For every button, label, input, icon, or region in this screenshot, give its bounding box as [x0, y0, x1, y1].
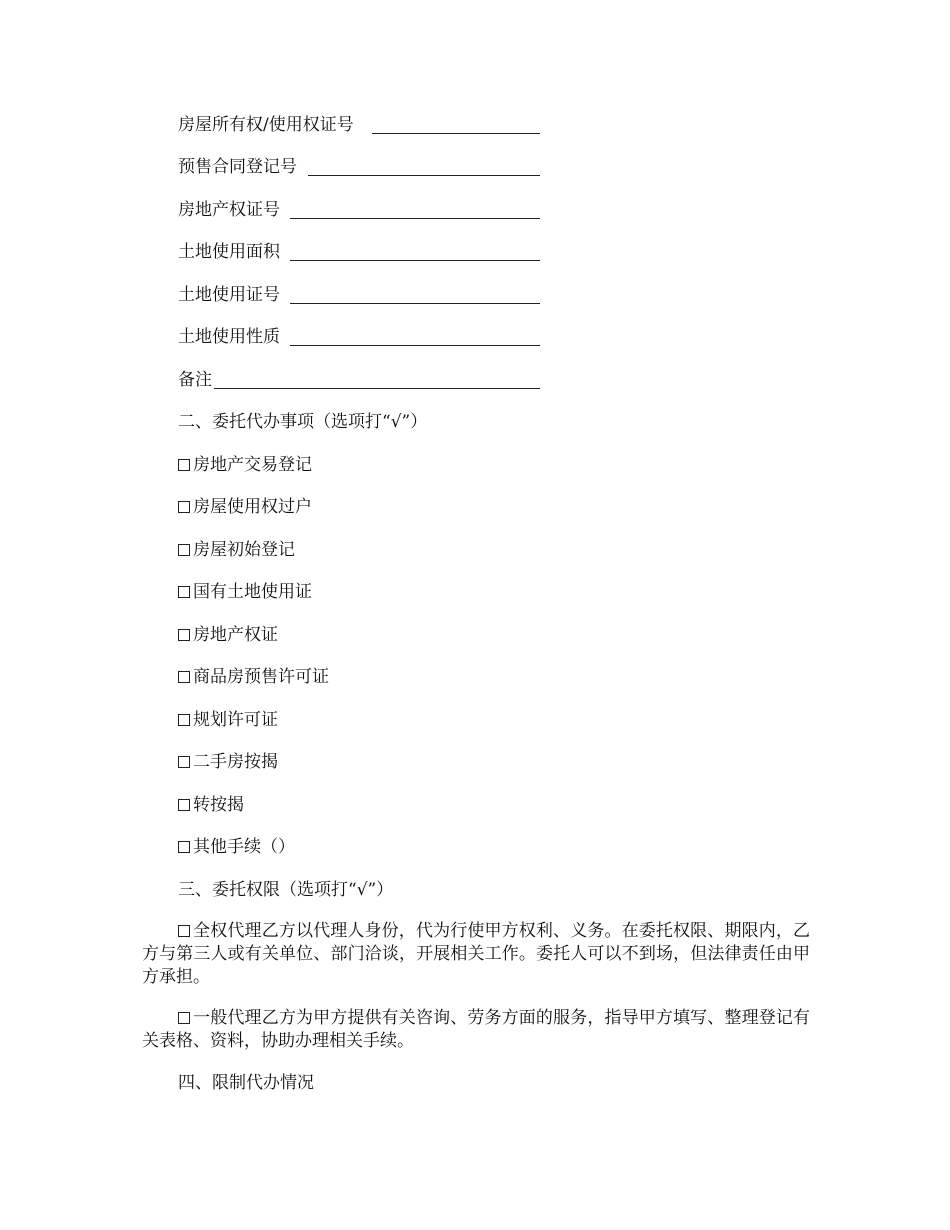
field-label: 房地产权证号: [178, 200, 280, 220]
option-item: [178, 666, 329, 688]
field-land-cert: [178, 284, 280, 306]
option-text: 全权代理乙方以代理人身份，代为行使甲方权利、义务。在委托权限、期限内，乙方与第三人或有关单位、部门洽谈，开展相关工作。委托人可以不到场，但法律责任由甲方承担。: [142, 921, 810, 987]
field-label: 备注: [178, 370, 212, 390]
field-blank[interactable]: [308, 175, 540, 176]
option-label: 规划许可证: [193, 710, 278, 730]
checkbox[interactable]: [178, 925, 190, 937]
option-label: 其他手续（）: [193, 837, 295, 857]
field-property-cert: [178, 199, 280, 221]
field-blank[interactable]: [290, 345, 540, 346]
field-blank[interactable]: [214, 388, 540, 389]
field-label: 预售合同登记号: [178, 157, 297, 177]
checkbox[interactable]: [178, 671, 190, 683]
checkbox[interactable]: [178, 799, 190, 811]
checkbox[interactable]: [178, 501, 190, 513]
checkbox[interactable]: [178, 841, 190, 853]
option-label: 国有土地使用证: [193, 582, 312, 602]
field-blank[interactable]: [290, 218, 540, 219]
option-label: 商品房预售许可证: [193, 667, 329, 687]
field-label: 土地使用证号: [178, 285, 280, 305]
checkbox[interactable]: [178, 714, 190, 726]
field-ownership-cert: [178, 114, 354, 136]
checkbox[interactable]: [178, 756, 190, 768]
checkbox[interactable]: [178, 544, 190, 556]
option-label: 房地产交易登记: [193, 455, 312, 475]
section2-heading: 二、委托代办事项（选项打“√”）: [178, 412, 428, 432]
option-item: [178, 751, 278, 773]
option-item: [178, 794, 244, 816]
option-item: [178, 836, 295, 858]
authority-option-full: [142, 920, 810, 989]
field-label: 房屋所有权/使用权证号: [178, 115, 354, 135]
field-blank[interactable]: [290, 260, 540, 261]
option-item: [178, 709, 278, 731]
field-label: 土地使用性质: [178, 327, 280, 347]
field-blank[interactable]: [372, 133, 540, 134]
authority-option-general: [142, 1007, 810, 1053]
option-text: 一般代理乙方为甲方提供有关咨询、劳务方面的服务，指导甲方填写、整理登记有关表格、资料，协助办理相关手续。: [142, 1008, 810, 1051]
field-blank[interactable]: [290, 303, 540, 304]
field-land-area: [178, 241, 280, 263]
option-item: [178, 496, 312, 518]
option-label: 房屋初始登记: [193, 540, 295, 560]
option-item: [178, 539, 295, 561]
field-label: 土地使用面积: [178, 242, 280, 262]
field-remarks: [178, 369, 212, 391]
option-item: [178, 454, 312, 476]
option-label: 二手房按揭: [193, 752, 278, 772]
section3-heading: 三、委托权限（选项打“√”）: [178, 880, 394, 900]
option-item: [178, 624, 278, 646]
checkbox[interactable]: [178, 1012, 190, 1024]
option-label: 转按揭: [193, 795, 244, 815]
field-land-nature: [178, 326, 280, 348]
option-label: 房屋使用权过户: [193, 497, 312, 517]
option-item: [178, 581, 312, 603]
option-label: 房地产权证: [193, 625, 278, 645]
checkbox[interactable]: [178, 629, 190, 641]
section4-heading: 四、限制代办情况: [178, 1073, 314, 1093]
checkbox[interactable]: [178, 586, 190, 598]
checkbox[interactable]: [178, 459, 190, 471]
field-presale-contract: [178, 156, 297, 178]
